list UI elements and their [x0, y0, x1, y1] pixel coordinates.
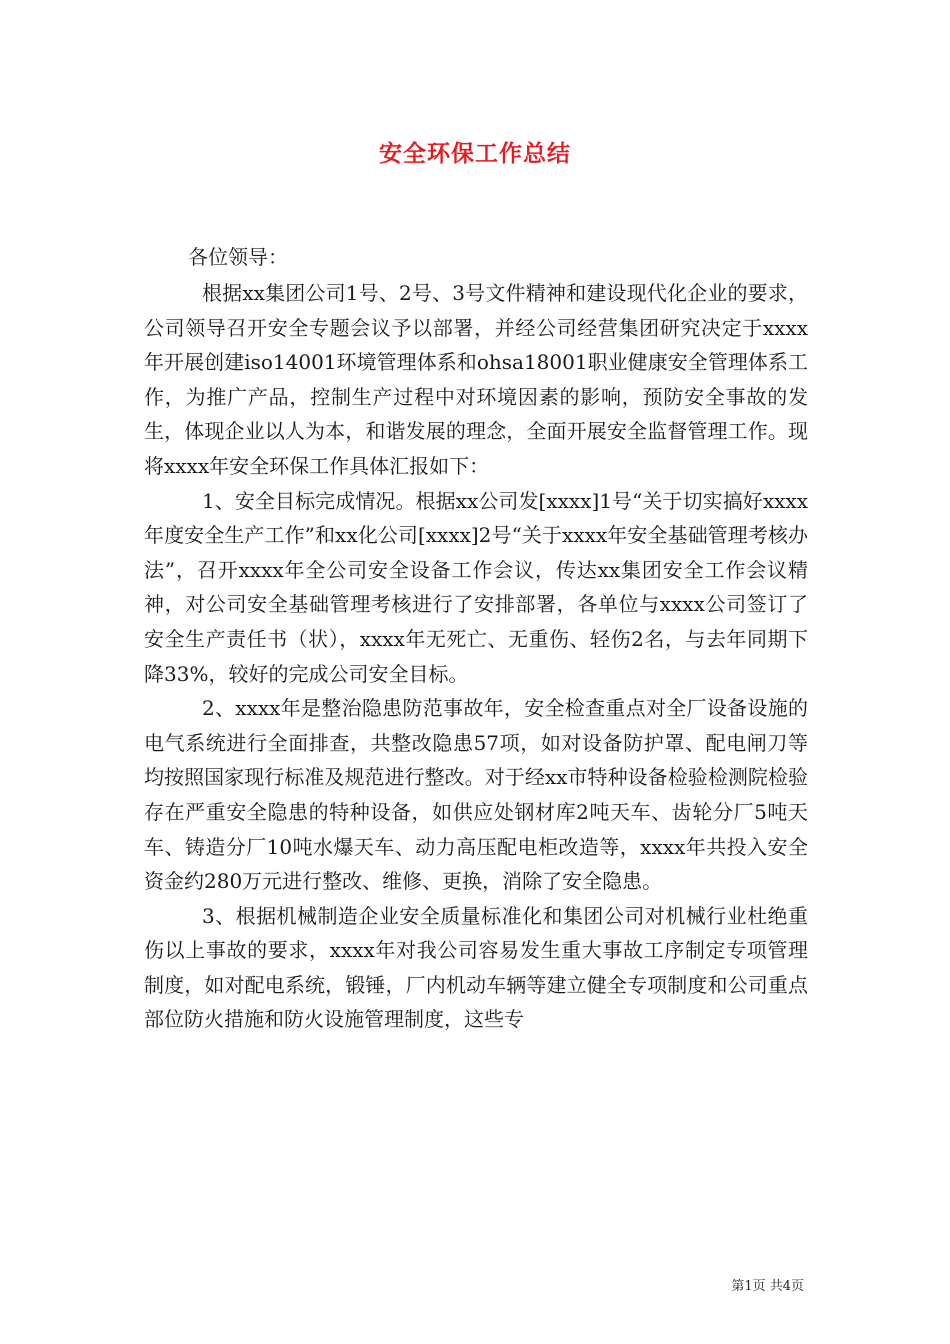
greeting: 各位领导：	[188, 245, 288, 269]
document-body	[144, 276, 808, 1037]
paragraph-intro: 根据xx集团公司1号、2号、3号文件精神和建设现代化企业的要求，公司领导召开安全专题会议予以部署，并经公司经营集团研究决定于xxxx年开展创建iso14001环境管理体系和ohsa18001职业健康安全管理体系工作，为推广产品，控制生产过程中对环境因素的影响，预防安全事故的发生，体现企业以人为本，和谐发展的理念，全面开展安全监督管理工作。现将xxxx年安全环保工作具体汇报如下：	[144, 281, 808, 478]
page-number-footer: 第1页 共4页	[731, 1279, 804, 1294]
paragraph-1: 1、安全目标完成情况。根据xx公司发[xxxx]1号“关于切实搞好xxxx年度安全生产工作”和xx化公司[xxxx]2号“关于xxxx年安全基础管理考核办法”，召开xxxx年全公司安全设备工作会议，传达xx集团安全工作会议精神，对公司安全基础管理考核进行了安排部署，各单位与xxxx公司签订了安全生产责任书（状），xxxx年无死亡、无重伤、轻伤2名，与去年同期下降33%，较好的完成公司安全目标。	[144, 488, 808, 686]
paragraph-3: 3、根据机械制造企业安全质量标准化和集团公司对机械行业杜绝重伤以上事故的要求，xxxx年对我公司容易发生重大事故工序制定专项管理制度，如对配电系统，锻锤，厂内机动车辆等建立健全专项制度和公司重点部位防火措施和防火设施管理制度，这些专	[144, 903, 808, 1032]
paragraph-2: 2、xxxx年是整治隐患防范事故年，安全检查重点对全厂设备设施的电气系统进行全面排查，共整改隐患57项，如对设备防护罩、配电闸刀等均按照国家现行标准及规范进行整改。对于经xx市特种设备检验检测院检验存在严重安全隐患的特种设备，如供应处钢材库2吨天车、齿轮分厂5吨天车、铸造分厂10吨水爆天车、动力高压配电柜改造等，xxxx年共投入安全资金约280万元进行整改、维修、更换，消除了安全隐患。	[144, 696, 808, 894]
page-title: 安全环保工作总结	[379, 141, 571, 167]
